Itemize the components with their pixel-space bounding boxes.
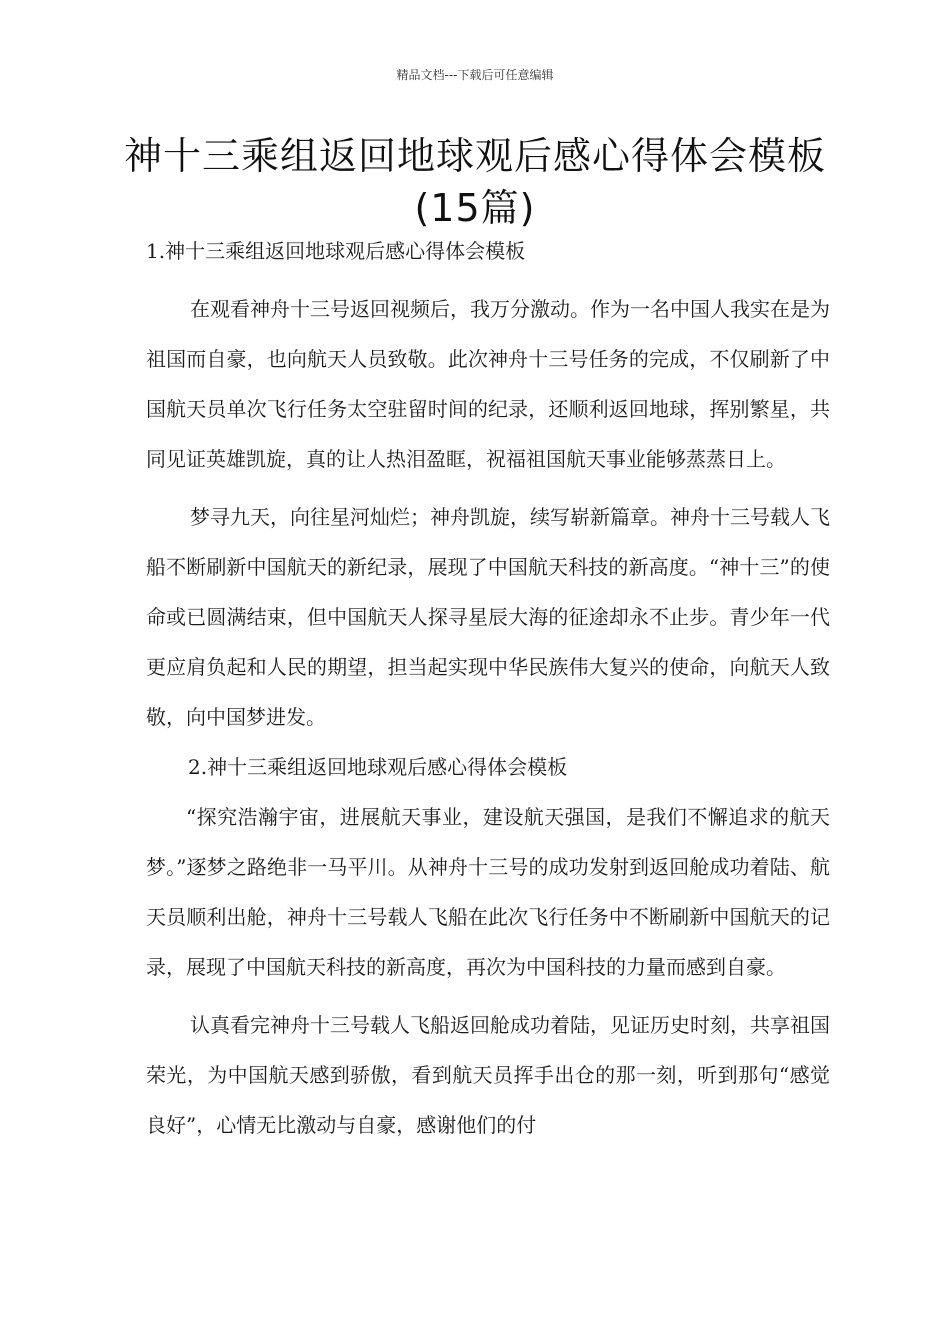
header-note: 精品文档---下载后可任意编辑 bbox=[396, 68, 554, 82]
paragraph: “探究浩瀚宇宙，进展航天事业，建设航天强国，是我们不懈追求的航天梦。”逐梦之路绝非一马平川。从神舟十三号的成功发射到返回舱成功着陆、航天员顺利出舱，神舟十三号载人飞船在此次飞行任务中不断刷新中国航天的记录，展现了中国航天科技的新高度，再次为中国科技的力量而感到自豪。 bbox=[146, 805, 830, 979]
section-heading-2: 2.神十三乘组返回地球观后感心得体会模板 bbox=[188, 755, 568, 779]
paragraph: 在观看神舟十三号返回视频后，我万分激动。作为一名中国人我实在是为祖国而自豪，也向航天人员致敬。此次神舟十三号任务的完成，不仅刷新了中国航天员单次飞行任务太空驻留时间的纪录，还顺利返回地球，挥别繁星，共同见证英雄凯旋，真的让人热泪盈眶，祝福祖国航天事业能够蒸蒸日上。 bbox=[146, 297, 830, 471]
page-title: 神十三乘组返回地球观后感心得体会模板(15篇) bbox=[123, 134, 826, 230]
paragraph: 梦寻九天，向往星河灿烂；神舟凯旋，续写崭新篇章。神舟十三号载人飞船不断刷新中国航天的新纪录，展现了中国航天科技的新高度。“神十三”的使命或已圆满结束，但中国航天人探寻星辰大海的征途却永不止步。青少年一代更应肩负起和人民的期望，担当起实现中华民族伟大复兴的使命，向航天人致敬，向中国梦进发。 bbox=[146, 505, 830, 729]
document-body bbox=[146, 234, 830, 1158]
section-heading-1: 1.神十三乘组返回地球观后感心得体会模板 bbox=[146, 239, 526, 263]
paragraph: 认真看完神舟十三号载人飞船返回舱成功着陆，见证历史时刻，共享祖国荣光，为中国航天感到骄傲，看到航天员挥手出仓的那一刻，听到那句“感觉良好”，心情无比激动与自豪，感谢他们的付 bbox=[146, 1013, 830, 1137]
